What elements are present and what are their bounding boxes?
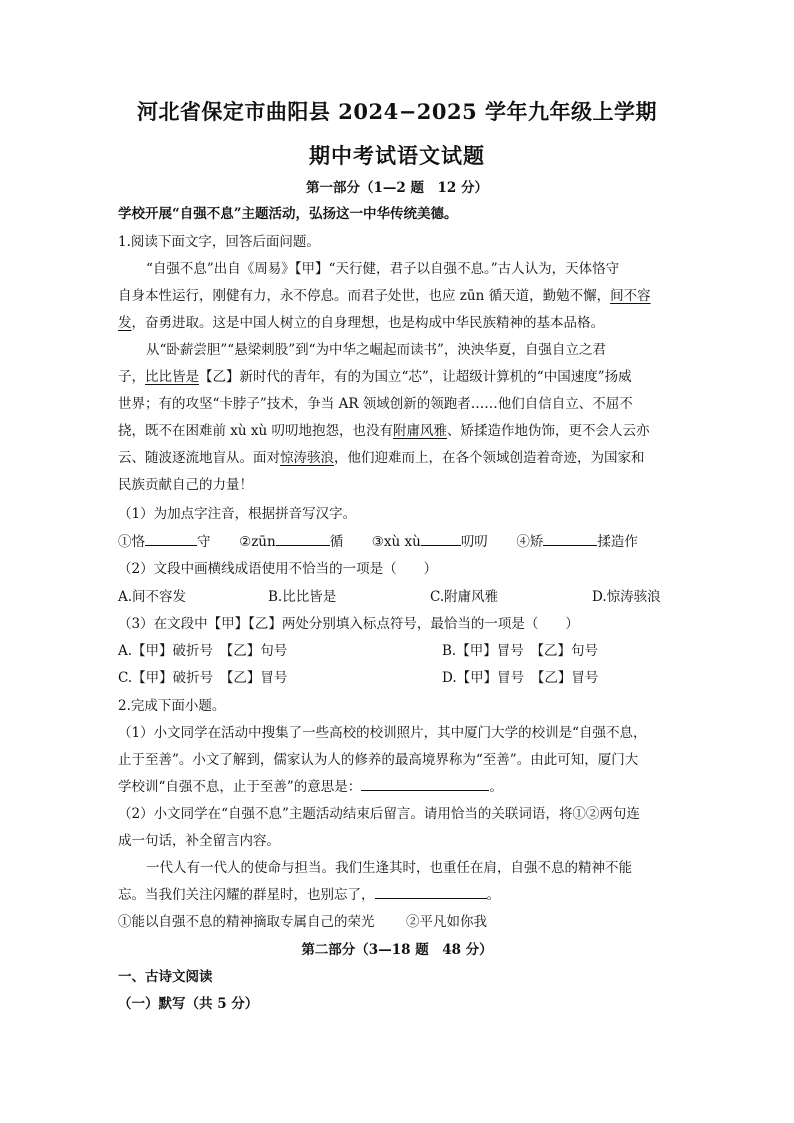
q2-s2-line2: 成一句话，补全留言内容。: [118, 833, 280, 849]
underlined-idiom: 发: [118, 315, 132, 331]
q1-sub3-option-c[interactable]: C.【甲】破折号 【乙】冒号: [118, 670, 288, 686]
answer-blank[interactable]: [361, 777, 489, 791]
q2-s1-line1: （1）小文同学在活动中搜集了一些高校的校训照片，其中厦门大学的校训是“自强不息，: [118, 725, 647, 741]
section-heading: 一、古诗文阅读: [118, 969, 213, 985]
q2-s1-line2: 止于至善”。小文了解到，儒家认为人的修养的最高境界称为“至善”。由此可知，厦门大: [118, 752, 639, 768]
q2-s2-line4: [118, 885, 678, 905]
part2-heading: 第二部分（3—18 题 48 分）: [301, 942, 493, 958]
q1-para1-line1: “自强不息”出自《周易》【甲】“天行健，君子以自强不息。”古人认为，天体恪守: [146, 261, 620, 277]
underlined-idiom: 惊涛骇浪: [280, 450, 334, 466]
text: ，他们迎难而上，在各个领域创造着奇迹，为国家和: [334, 450, 645, 466]
text: 自身本性运行，刚健有力，永不停息。而君子处世，也应 zūn 循天道，勤勉不懈，: [118, 288, 611, 304]
underlined-idiom: 间不容: [610, 288, 651, 304]
underlined-idiom: 附庸风雅: [393, 423, 447, 439]
q2-stem: 2.完成下面小题。: [118, 698, 226, 714]
text: 忘。当我们关注闪耀的群星时，也别忘了，: [118, 887, 375, 903]
answer-blank[interactable]: [543, 532, 597, 546]
q2-s2-item-2: ②平凡如你我: [406, 914, 487, 930]
text: 。: [486, 887, 500, 903]
text: ，奋勇进取。这是中国人树立的自身理想，也是构成中华民族精神的基本品格。: [131, 315, 604, 331]
subsection-heading: （一）默写（共 5 分）: [118, 996, 259, 1012]
answer-blank[interactable]: [421, 532, 461, 546]
q1-sub2-option-b[interactable]: B.比比皆是: [268, 589, 337, 605]
answer-blank[interactable]: [375, 885, 487, 899]
item-3-rest: 叨叨: [460, 534, 488, 550]
exam-title-line1: 河北省保定市曲阳县 2024−2025 学年九年级上学期: [136, 99, 658, 124]
q1-sub3-option-d[interactable]: D.【甲】冒号 【乙】冒号: [442, 670, 599, 686]
q1-sub3-option-a[interactable]: A.【甲】破折号 【乙】句号: [118, 643, 288, 659]
q1-para2-line5: [118, 448, 678, 468]
text: 。: [489, 779, 503, 795]
text: 、矫揉造作地伪饰，更不会人云亦: [447, 423, 650, 439]
q1-para2-line6: 民族贡献自己的力量！: [118, 477, 253, 493]
q1-sub1: （1）为加点字注音，根据拼音写汉字。: [118, 506, 357, 522]
item-1-rest: 守: [197, 534, 211, 550]
q1-sub2: （2）文段中画横线成语使用不恰当的一项是（ ）: [118, 561, 438, 577]
q2-s2-item-1: ①能以自强不息的精神摘取专属自己的荣光: [118, 914, 375, 930]
q1-sub3-option-b[interactable]: B.【甲】冒号 【乙】句号: [442, 643, 598, 659]
q1-sub3: （3）在文段中【甲】【乙】两处分别填入标点符号，最恰当的一项是（ ）: [118, 616, 579, 632]
q1-sub2-option-c[interactable]: C.附庸风雅: [430, 589, 499, 605]
q1-para2-line2: [118, 367, 678, 387]
item-1-char: ①恪: [118, 534, 145, 550]
q2-s2-line1: （2）小文同学在“自强不息”主题活动结束后留言。请用恰当的关联词语，将①②两句连: [118, 806, 640, 822]
q1-sub2-option-d[interactable]: D.惊涛骇浪: [592, 589, 661, 605]
text: 子，: [118, 369, 145, 385]
item-2-rest: 循: [329, 534, 344, 550]
answer-blank[interactable]: [145, 532, 197, 546]
part1-intro: 学校开展“自强不息”主题活动，弘扬这一中华传统美德。: [118, 206, 458, 222]
exam-title-line2: 期中考试语文试题: [309, 143, 485, 168]
item-4-rest: 揉造作: [597, 534, 638, 550]
q1-para1-line3: [118, 313, 678, 333]
q1-para2-line1: 从“卧薪尝胆”“悬梁刺股”到“为中华之崛起而读书”，泱泱华夏，自强自立之君: [146, 342, 606, 358]
item-4-char: ④矫: [516, 534, 544, 550]
q1-para2-line4: [118, 421, 678, 441]
q2-s2-line3: 一代人有一代人的使命与担当。我们生逢其时，也重任在肩，自强不息的精神不能: [146, 860, 632, 876]
item-2-pinyin: ②zūn: [239, 534, 276, 550]
q1-para1-line2: [118, 286, 678, 306]
q1-stem: 1.阅读下面文字，回答后面问题。: [118, 234, 320, 250]
q1-sub2-option-a[interactable]: A.间不容发: [118, 589, 187, 605]
q2-s1-line3: [118, 777, 678, 797]
text: 【乙】新时代的青年，有的为国立“芯”，让超级计算机的“中国速度”扬威: [199, 369, 632, 385]
text: 挠，既不在困难前 xù xù 叨叨地抱怨，也没有: [118, 423, 393, 439]
q1-sub1-items: [118, 532, 678, 552]
item-3-pinyin: ③xù xù: [371, 534, 421, 550]
text: 云、随波逐流地盲从。面对: [118, 450, 280, 466]
q1-para2-line3: 世界；有的攻坚“卡脖子”技术，争当 AR 领域创新的领跑者……他们自信自立、不屈不: [118, 396, 633, 412]
answer-blank[interactable]: [276, 532, 330, 546]
text: 学校训“自强不息，止于至善”的意思是：: [118, 779, 362, 795]
underlined-idiom: 比比皆是: [145, 369, 199, 385]
part1-heading: 第一部分（1—2 题 12 分）: [306, 180, 488, 196]
